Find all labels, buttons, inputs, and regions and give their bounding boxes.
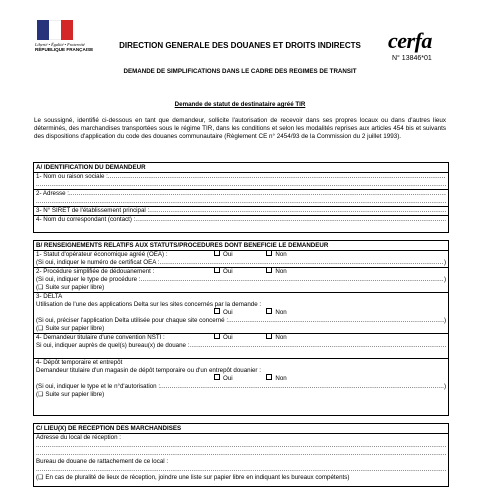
oea-certificate-field[interactable]	[159, 259, 443, 267]
plural-locations-checkbox[interactable]: (❑ En cas de pluralité de lieux de réception, joindre une liste sur papier libre en indiquant les bureaux compétents)	[36, 474, 350, 481]
name-field-continuation[interactable]	[36, 181, 446, 189]
logo-republic-label: RÉPUBLIQUE FRANÇAISE	[35, 47, 94, 52]
delta-no-label: Non	[275, 309, 287, 316]
oea-close-paren: )	[443, 259, 446, 266]
reception-address-label: Adresse du local de réception :	[36, 434, 121, 441]
form-subtitle: Demande de statut de destinataire agréé TIR	[174, 101, 306, 108]
address-field-continuation[interactable]	[36, 198, 446, 206]
nsti-detail-label: Si oui, indiquer auprès de quel(s) bureau(x) de douane :	[36, 342, 190, 349]
delta-usage-label: Utilisation de l'une des applications Delta sur les sites concernés par la demande :	[36, 301, 262, 308]
section-c-title: C/ LIEU(X) DE RECEPTION DES MARCHANDISES	[34, 424, 448, 434]
oea-no-label: Non	[275, 251, 287, 258]
depot-options	[214, 375, 319, 383]
dedouanement-label: 2- Procédure simplifiée de dédouanement :	[36, 268, 155, 275]
depot-yes-label: Oui	[223, 375, 233, 382]
dedouanement-no-checkbox[interactable]	[266, 267, 272, 273]
depot-detail-label: (Si oui, indiquer le type et le n°d'autorisation :	[36, 383, 161, 390]
dedouanement-suite-checkbox[interactable]: (❑ Suite sur papier libre)	[36, 284, 105, 291]
nsti-yes-checkbox[interactable]	[214, 333, 220, 339]
address-field-row	[34, 189, 448, 206]
delta-application-field[interactable]	[228, 317, 444, 325]
dedouanement-type-field[interactable]	[141, 276, 444, 284]
dedouanement-close-paren: )	[443, 276, 446, 283]
dedouanement-row	[34, 267, 448, 292]
nsti-no-checkbox[interactable]	[266, 333, 272, 339]
oea-detail-label: (Si oui, indiquer le numéro de certificat OEA :	[36, 259, 160, 266]
dedouanement-no-label: Non	[275, 268, 287, 275]
contact-field[interactable]	[135, 216, 446, 224]
name-field[interactable]	[108, 173, 446, 181]
name-field-row	[34, 173, 448, 189]
section-b-statuts	[33, 240, 449, 416]
depot-close-paren: )	[443, 383, 446, 390]
siret-label: 3- N° SIRET de l'établissement principal :	[36, 207, 150, 214]
logo-motto: Liberté • Égalité • Fraternité	[35, 42, 85, 47]
delta-detail-label: (Si oui, préciser l'application Delta utilisée pour chaque site concerné :	[36, 317, 229, 324]
oea-yes-checkbox[interactable]	[214, 250, 220, 256]
dedouanement-detail-label: (Si oui, indiquer le type de procédure :	[36, 276, 141, 283]
nsti-yes-label: Oui	[223, 334, 233, 341]
siret-field-row	[34, 206, 448, 215]
depot-authorisation-field[interactable]	[160, 383, 444, 391]
depot-label: 4- Dépôt temporaire et entrepôt	[36, 359, 123, 366]
nsti-label: 4- Demandeur titulaire d'une convention NSTI :	[36, 334, 165, 341]
oea-row	[34, 251, 448, 267]
delta-label: 3- DELTA	[36, 293, 63, 300]
reception-address-field[interactable]	[36, 442, 446, 450]
nsti-row	[34, 333, 448, 358]
intro-paragraph: Le soussigné, identifié ci-dessous en tant que demandeur, sollicite l'autorisation de recevoir dans ses propres locaux ou dans d'autres lieux déterminés, des marchandises transportées sous le régime TIR, dans les conditions et selon les modalités reprises aux articles 454 bis et suivants des dispositions d'application du code des douanes communautaire (Règlement CE n° 2454/93 de la Commission du 2 juillet 1993).	[34, 117, 446, 140]
depot-row	[34, 358, 448, 399]
delta-yes-checkbox[interactable]	[214, 308, 220, 314]
dedouanement-yes-checkbox[interactable]	[214, 267, 220, 273]
reception-address-field-2[interactable]	[36, 450, 446, 458]
nsti-no-label: Non	[275, 334, 287, 341]
oea-options	[214, 251, 319, 259]
reception-address-row	[34, 434, 448, 482]
dedouanement-options	[214, 268, 319, 276]
contact-field-row	[34, 215, 448, 224]
direction-title: DIRECTION GENERALE DES DOUANES ET DROITS INDIRECTS	[119, 41, 361, 50]
cerfa-number: N° 13846*01	[392, 55, 432, 62]
depot-no-checkbox[interactable]	[266, 374, 272, 380]
delta-suite-checkbox[interactable]: (❑ Suite sur papier libre)	[36, 325, 105, 332]
section-a-identification	[33, 162, 449, 233]
oea-yes-label: Oui	[223, 251, 233, 258]
siret-field[interactable]	[149, 207, 446, 215]
section-b-title: B/ RENSEIGNEMENTS RELATIFS AUX STATUTS/PROCEDURES DONT BENEFICIE LE DEMANDEUR	[34, 241, 448, 251]
delta-yes-label: Oui	[223, 309, 233, 316]
oea-label: 1- Statut d'opérateur économique agréé (OEA) :	[36, 251, 168, 258]
oea-no-checkbox[interactable]	[266, 250, 272, 256]
delta-options	[214, 309, 319, 317]
delta-no-checkbox[interactable]	[266, 308, 272, 314]
customs-office-label: Bureau de douane de rattachement de ce local :	[36, 458, 169, 465]
section-c-lieux	[33, 423, 449, 487]
address-label: 2- Adresse :	[36, 190, 70, 197]
depot-suite-checkbox[interactable]: (❑ Suite sur papier libre)	[36, 391, 105, 398]
french-flag-icon	[37, 20, 73, 40]
section-a-title: A/ IDENTIFICATION DU DEMANDEUR	[34, 163, 448, 173]
depot-question-label: Demandeur titulaire d'un magasin de dépôt temporaire ou d'un entrepôt douanier :	[36, 367, 261, 374]
dedouanement-yes-label: Oui	[223, 268, 233, 275]
address-field[interactable]	[69, 190, 446, 198]
delta-row	[34, 292, 448, 333]
customs-office-field[interactable]	[36, 466, 446, 474]
depot-no-label: Non	[275, 375, 287, 382]
name-label: 1- Nom ou raison sociale :	[36, 173, 108, 180]
cerfa-logo: cerfa	[388, 28, 432, 53]
form-title: DEMANDE DE SIMPLIFICATIONS DANS LE CADRE DES REGIMES DE TRANSIT	[123, 68, 357, 75]
nsti-options	[214, 334, 319, 342]
depot-yes-checkbox[interactable]	[214, 374, 220, 380]
contact-label: 4- Nom du correspondant (contact) :	[36, 216, 136, 223]
delta-close-paren: )	[443, 317, 446, 324]
nsti-office-field[interactable]	[189, 342, 446, 350]
